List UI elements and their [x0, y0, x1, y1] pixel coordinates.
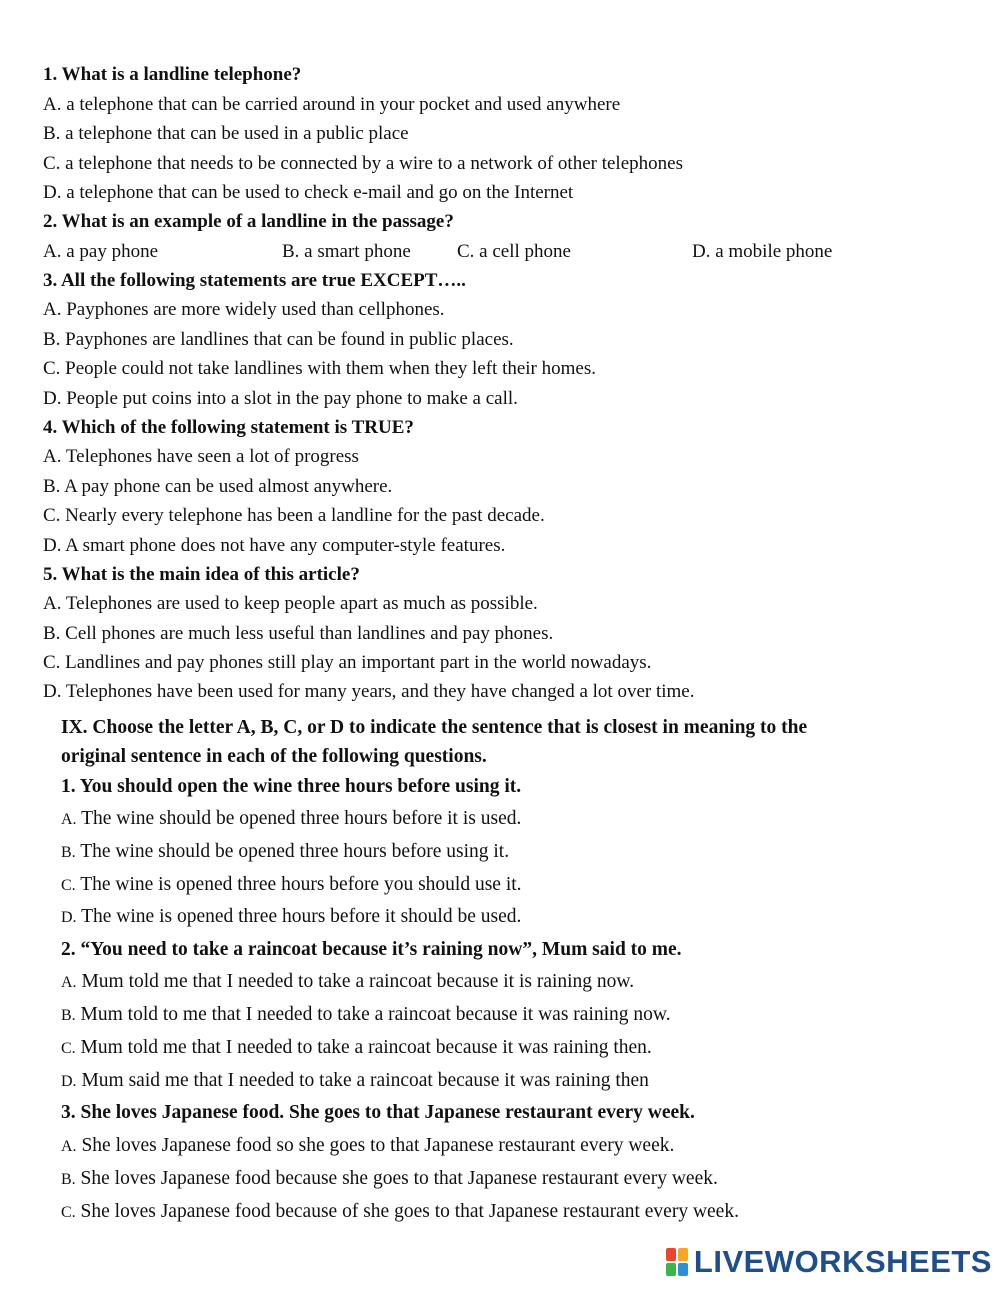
option-letter: B. [61, 1171, 76, 1188]
logo-square-1 [666, 1248, 676, 1261]
q5-option-a: A. Telephones are used to keep people apart as much as possible. [43, 593, 538, 614]
option-text: Mum told to me that I needed to take a raincoat because it was raining now. [80, 1004, 671, 1025]
option-letter: A. [61, 1138, 77, 1155]
option-letter: A. [61, 811, 77, 828]
option-letter: D. [61, 909, 77, 926]
option-text: Mum told me that I needed to take a raincoat because it was raining then. [80, 1037, 652, 1058]
option-letter: B. [61, 844, 76, 861]
ix-q2-option-c [61, 1036, 652, 1061]
q3-option-b: B. Payphones are landlines that can be found in public places. [43, 329, 514, 350]
q4-option-b: B. A pay phone can be used almost anywhere. [43, 476, 393, 497]
ix-question-3: 3. She loves Japanese food. She goes to that Japanese restaurant every week. [61, 1102, 695, 1123]
section-ix-heading-line1: IX. Choose the letter A, B, C, or D to indicate the sentence that is closest in meaning to the [61, 717, 808, 738]
option-text: The wine should be opened three hours before using it. [80, 841, 510, 862]
option-text: The wine is opened three hours before it should be used. [81, 906, 522, 927]
option-text: The wine should be opened three hours before it is used. [81, 808, 522, 829]
q1-option-d: D. a telephone that can be used to check e-mail and go on the Internet [43, 182, 574, 203]
q5-option-c: C. Landlines and pay phones still play an important part in the world nowadays. [43, 652, 652, 673]
logo-square-4 [678, 1263, 688, 1276]
ix-q1-option-b [61, 840, 509, 865]
q1-option-b: B. a telephone that can be used in a public place [43, 123, 409, 144]
ix-question-2: 2. “You need to take a raincoat because it’s raining now”, Mum said to me. [61, 939, 682, 960]
ix-q1-option-a [61, 807, 521, 832]
q4-option-c: C. Nearly every telephone has been a landline for the past decade. [43, 505, 545, 526]
q3-option-c: C. People could not take landlines with them when they left their homes. [43, 358, 596, 379]
q1-option-a: A. a telephone that can be carried around in your pocket and used anywhere [43, 94, 621, 115]
option-text: She loves Japanese food because of she goes to that Japanese restaurant every week. [80, 1201, 739, 1222]
ix-q3-option-c [61, 1200, 739, 1225]
q4-option-a: A. Telephones have seen a lot of progress [43, 446, 359, 467]
section-ix-heading-line2: original sentence in each of the following questions. [61, 746, 487, 767]
q2-option-b: B. a smart phone [282, 241, 411, 262]
option-letter: C. [61, 1204, 76, 1221]
question-1: 1. What is a landline telephone? [43, 64, 302, 85]
ix-q1-option-c [61, 873, 522, 898]
logo-square-2 [678, 1248, 688, 1261]
q5-option-d: D. Telephones have been used for many years, and they have changed a lot over time. [43, 681, 695, 702]
q4-option-d: D. A smart phone does not have any computer-style features. [43, 535, 506, 556]
ix-q2-option-a [61, 970, 634, 995]
option-text: She loves Japanese food so she goes to that Japanese restaurant every week. [81, 1135, 675, 1156]
ix-q3-option-b [61, 1167, 718, 1192]
option-text: Mum said me that I needed to take a raincoat because it was raining then [81, 1070, 649, 1091]
option-letter: D. [61, 1073, 77, 1090]
option-letter: C. [61, 1040, 76, 1057]
question-4: 4. Which of the following statement is TRUE? [43, 417, 414, 438]
option-text: She loves Japanese food because she goes to that Japanese restaurant every week. [80, 1168, 718, 1189]
q2-option-a: A. a pay phone [43, 241, 159, 262]
ix-q1-option-d [61, 905, 521, 930]
q2-option-c: C. a cell phone [457, 241, 571, 262]
q3-option-d: D. People put coins into a slot in the pay phone to make a call. [43, 388, 518, 409]
option-text: The wine is opened three hours before you should use it. [80, 874, 522, 895]
logo-square-3 [666, 1263, 676, 1276]
option-letter: C. [61, 877, 76, 894]
logo-text: LIVEWORKSHEETS [693, 1244, 992, 1279]
question-3: 3. All the following statements are true EXCEPT….. [43, 270, 466, 291]
ix-q2-option-b [61, 1003, 671, 1028]
option-text: Mum told me that I needed to take a raincoat because it is raining now. [81, 971, 635, 992]
q2-options-row [43, 240, 943, 264]
q3-option-a: A. Payphones are more widely used than cellphones. [43, 299, 445, 320]
q1-option-c: C. a telephone that needs to be connected by a wire to a network of other telephones [43, 153, 683, 174]
ix-q3-option-a [61, 1134, 674, 1159]
q5-option-b: B. Cell phones are much less useful than landlines and pay phones. [43, 623, 554, 644]
q2-option-d: D. a mobile phone [692, 241, 833, 262]
question-5: 5. What is the main idea of this article? [43, 564, 360, 585]
option-letter: A. [61, 974, 77, 991]
question-2: 2. What is an example of a landline in the passage? [43, 211, 454, 232]
ix-q2-option-d [61, 1069, 649, 1094]
liveworksheets-logo-icon [666, 1248, 688, 1276]
liveworksheets-logo [666, 1245, 992, 1279]
option-letter: B. [61, 1007, 76, 1024]
ix-question-1: 1. You should open the wine three hours before using it. [61, 776, 522, 797]
